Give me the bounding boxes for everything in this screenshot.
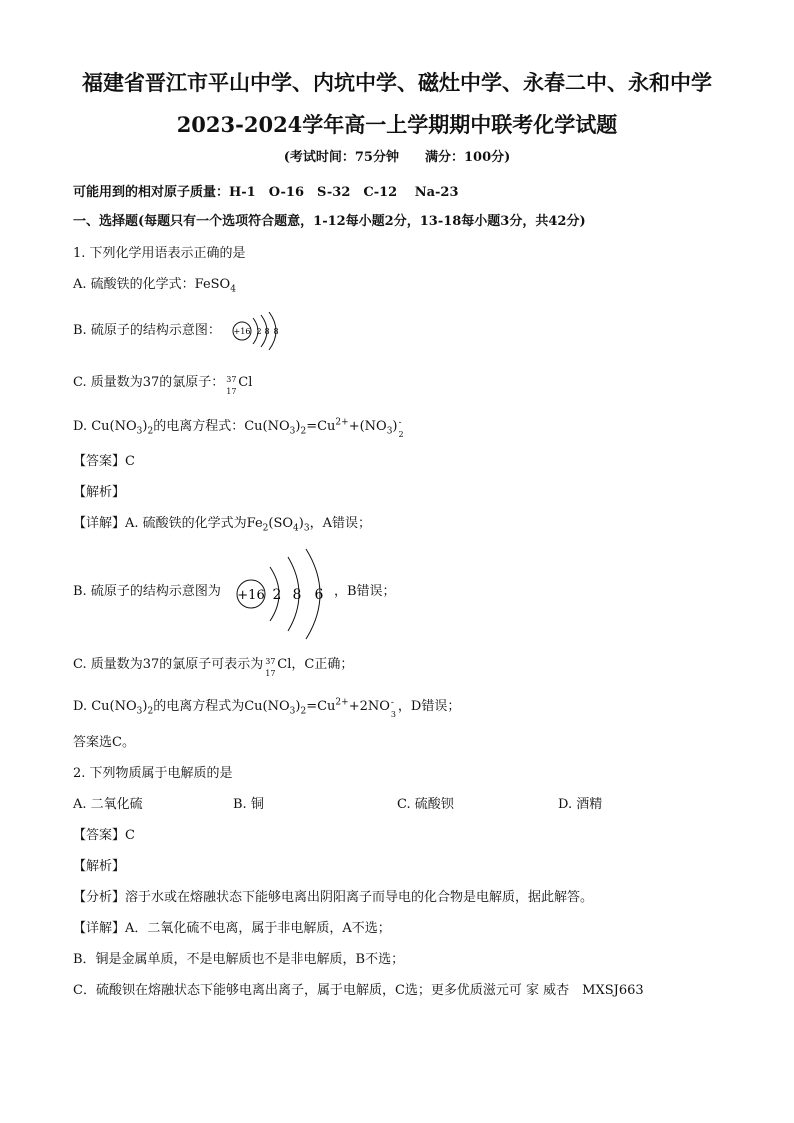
q1-detail-c-symbol: Cl: [277, 657, 292, 672]
q1-detail-d-text-3: 的电离方程式为Cu(NO: [153, 699, 290, 714]
q2-fenxi: [73, 889, 593, 907]
q1-detail-a-text-4: ，A错误；: [309, 516, 371, 531]
q1-detail-b-shell-2: 8: [292, 587, 302, 603]
q2-answer-tag: 【答案】: [73, 828, 126, 843]
q1-detail-d-sub-4: 2: [300, 706, 307, 717]
q1-detail-d-text-1: D. Cu(NO: [73, 699, 137, 714]
q1-detail-a-sub-2: 4: [293, 523, 299, 534]
q1-b-shell-1: 2: [256, 327, 262, 336]
q1-b-structure-diagram: [229, 312, 299, 352]
q2-stem: 2. 下列物质属于电解质的是: [73, 766, 233, 781]
q1-detail-c: [73, 656, 354, 678]
q1-detail-d-sub-3: 3: [289, 706, 296, 717]
q1-detail-tag: 【详解】: [73, 516, 126, 531]
exam-title-line2: 2023-2024学年高一上学期期中联考化学试题: [176, 112, 618, 137]
q1-d-text-3: 的电离方程式：Cu(NO: [153, 419, 290, 434]
q1-option-b: [73, 322, 221, 340]
q2-option-c: C. 硫酸钡: [397, 797, 454, 812]
q2-answer-value: C: [125, 828, 135, 843]
exam-info: (考试时间：75分钟 满分：100分): [283, 150, 511, 165]
q1-c-atomic: 17: [226, 387, 237, 396]
q1-detail-b-shell-1: 2: [272, 587, 282, 603]
q1-detail-a-text-1: A. 硫酸铁的化学式为Fe: [125, 516, 263, 531]
q2-option-b: B. 铜: [233, 797, 264, 812]
q1-answer: [73, 453, 135, 471]
q1-detail-b-nucleus-label: +16: [237, 588, 265, 603]
q2-answer: [73, 827, 135, 845]
q1-detail-d-suffix: ，D错误；: [397, 699, 461, 714]
q1-detail-d-text-4: ): [295, 699, 301, 714]
q1-b-nucleus-label: +16: [233, 327, 251, 336]
q1-d-ion: [398, 418, 406, 439]
q1-d-text-6: +(NO: [348, 419, 387, 434]
q1-c-nuclide: [224, 374, 238, 396]
q1-detail-a-sub-3: 3: [303, 523, 310, 534]
q1-answer-tag: 【答案】: [73, 454, 126, 469]
q2-detail-tag: 【详解】: [73, 921, 126, 936]
q1-option-a: [73, 276, 236, 294]
q1-detail-d-text-5: =Cu: [306, 699, 336, 714]
q1-option-d: [73, 417, 406, 439]
q1-conclusion: 答案选C。: [73, 735, 135, 750]
q1-d-sub-5: 3: [386, 426, 393, 437]
q1-detail-a-text-2: (SO: [268, 516, 294, 531]
q1-b-shell-2: 8: [264, 327, 270, 336]
q1-detail-d-sup-1: 2+: [335, 697, 349, 708]
q1-a-sub: 4: [230, 284, 236, 295]
q1-detail-c-suffix: ，C正确；: [291, 657, 354, 672]
q2-detail-b: B．铜是金属单质，不是电解质也不是非电解质，B不选；: [73, 952, 405, 967]
q1-analysis-tag: 【解析】: [73, 485, 126, 500]
section-heading: 一、选择题(每题只有一个选项符合题意，1-12每小题2分，13-18每小题3分，共42分): [73, 214, 586, 229]
q1-detail-b-text: B. 硫原子的结构示意图为: [73, 584, 221, 599]
q1-a-text: A. 硫酸铁的化学式：FeSO: [73, 277, 231, 292]
q1-detail-b: [73, 583, 221, 601]
q1-stem: 1. 下列化学用语表示正确的是: [73, 246, 246, 261]
q1-detail-c-text: C. 质量数为37的氯原子可表示为: [73, 657, 264, 672]
q1-detail-a-text-3: ): [298, 516, 304, 531]
q1-detail-d-text-2: ): [142, 699, 148, 714]
q1-c-mass: 37: [226, 375, 237, 384]
q2-analysis-tag: 【解析】: [73, 859, 126, 874]
q1-detail-d-sub-2: 2: [147, 706, 154, 717]
q1-d-text-4: ): [295, 419, 301, 434]
q1-b-shell-3: 8: [273, 327, 279, 336]
q1-detail-b-shell-3: 6: [314, 587, 324, 603]
q1-d-text-7: ): [392, 419, 398, 434]
q1-detail-d-sub-1: 3: [136, 706, 143, 717]
q2-fenxi-text: 溶于水或在熔融状态下能够电离出阴阳离子而导电的化合物是电解质，据此解答。: [125, 890, 594, 905]
q1-detail-b-suffix: ，B错误；: [334, 584, 396, 599]
q1-d-sub-2: 2: [147, 426, 154, 437]
q1-detail-b-structure-diagram: [234, 547, 344, 642]
q1-d-sub-1: 3: [136, 426, 143, 437]
q2-fenxi-tag: 【分析】: [73, 890, 126, 905]
q1-detail-d-ion: [390, 698, 398, 719]
q2-option-d: D. 酒精: [558, 797, 603, 812]
q1-d-sup-1: 2+: [335, 417, 349, 428]
q1-d-text-5: =Cu: [306, 419, 336, 434]
q2-option-a: A. 二氧化硫: [73, 797, 143, 812]
q1-d-text-2: ): [142, 419, 148, 434]
q1-c-text: C. 质量数为37的氯原子：: [73, 375, 225, 390]
q1-d-ion-sub: 2: [398, 430, 404, 439]
q1-detail-d-ion-sub: 3: [390, 710, 396, 719]
q2-detail-c: C．硫酸钡在熔融状态下能够电离出离子，属于电解质，C选；更多优质滋元可 家 威杏 MXSJ663: [73, 983, 644, 998]
q2-detail-a: [73, 920, 391, 938]
q1-c-symbol: Cl: [238, 375, 253, 390]
q1-answer-value: C: [125, 454, 135, 469]
q1-d-sub-4: 2: [300, 426, 307, 437]
q1-d-text-1: D. Cu(NO: [73, 419, 137, 434]
q1-d-sub-3: 3: [289, 426, 296, 437]
q1-option-c: [73, 374, 253, 396]
q1-detail-d-ion-charge: -: [390, 698, 394, 708]
exam-title-line1: 福建省晋江市平山中学、内坑中学、磁灶中学、永春二中、永和中学: [82, 70, 712, 95]
q1-b-text: B. 硫原子的结构示意图：: [73, 323, 221, 338]
q1-detail-a-sub-1: 2: [262, 523, 269, 534]
q1-detail-a: [73, 515, 371, 533]
q1-detail-d: [73, 697, 461, 719]
q1-detail-c-nuclide: [263, 656, 277, 678]
atomic-masses: 可能用到的相对原子质量：H-1 O-16 S-32 C-12 Na-23: [73, 185, 459, 200]
q2-detail-a-text: A．二氧化硫不电离，属于非电解质，A不选；: [125, 921, 391, 936]
q1-detail-c-atomic: 17: [265, 669, 276, 678]
q1-d-ion-charge: -: [398, 418, 402, 428]
q1-detail-c-mass: 37: [265, 657, 276, 666]
q1-detail-d-text-6: +2NO: [348, 699, 390, 714]
